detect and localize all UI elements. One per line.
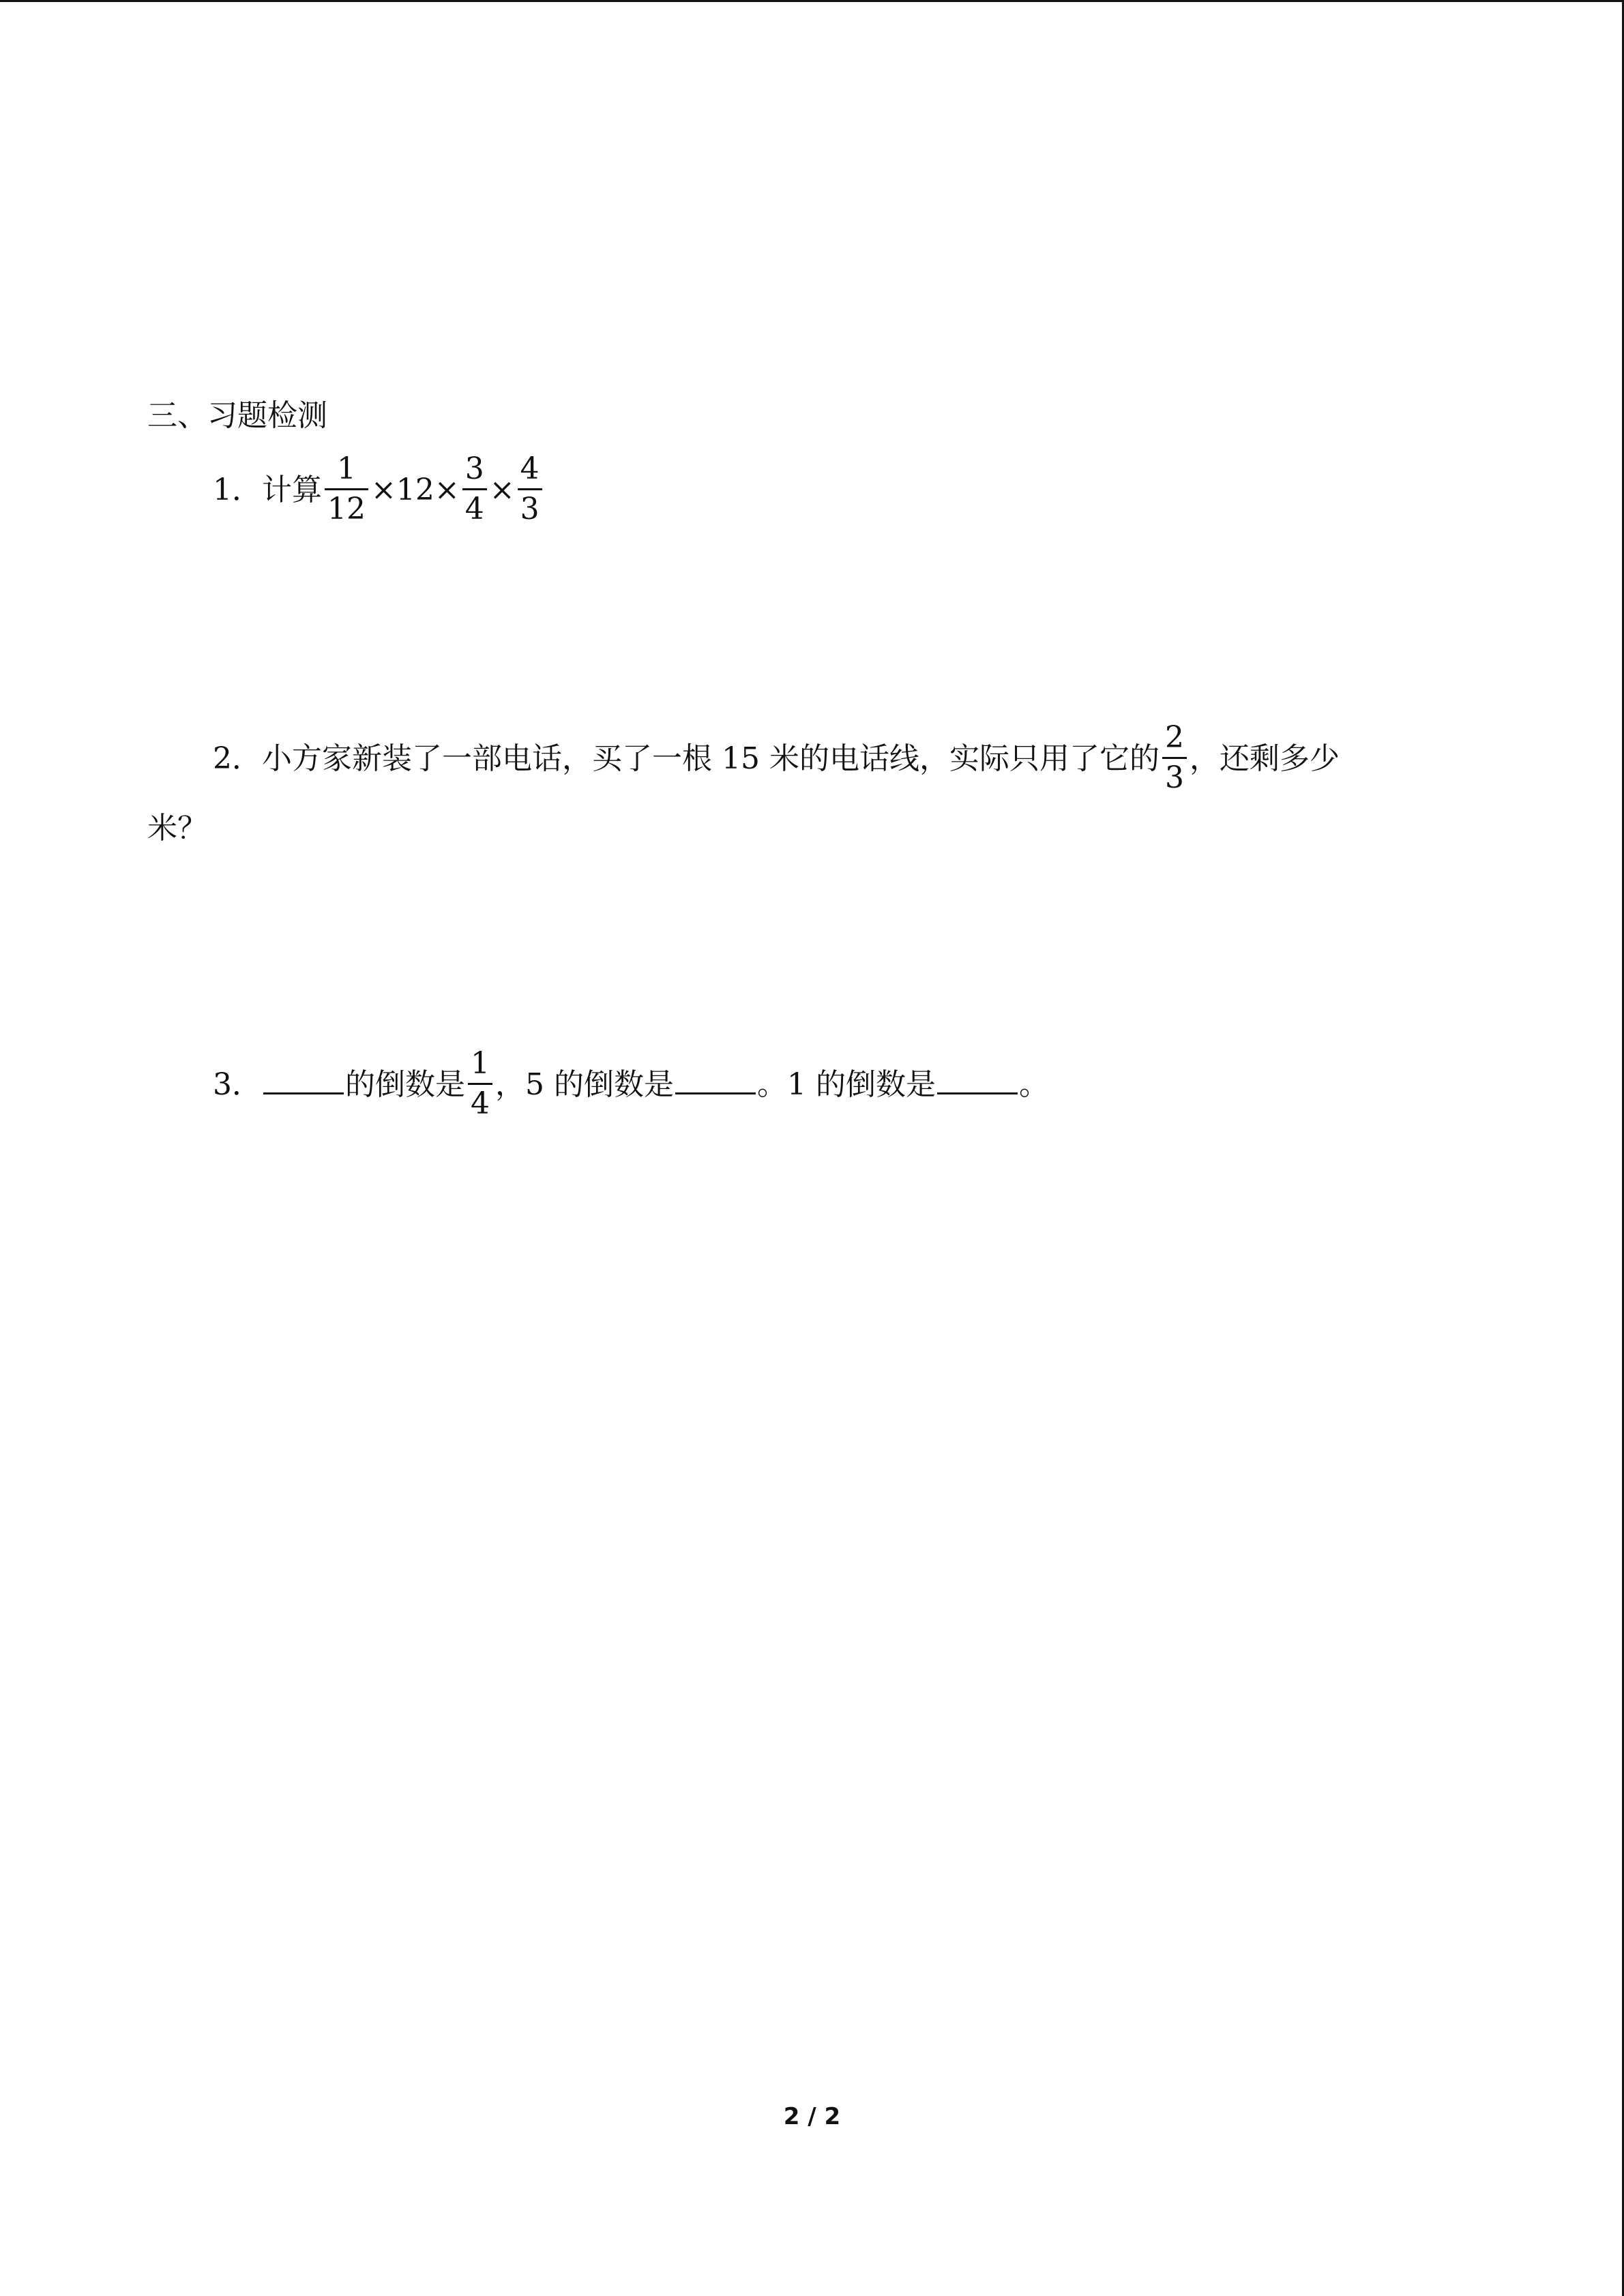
fraction-denominator: 4 [471, 1086, 490, 1121]
question-3-text-3: 。1 的倒数是 [756, 1067, 936, 1102]
fraction-4-3 [518, 451, 542, 526]
answer-blank-1[interactable] [263, 1062, 344, 1094]
question-3-number: 3． [213, 1067, 262, 1102]
fraction-1-4 [468, 1046, 492, 1121]
question-1-times: × [489, 473, 515, 507]
fraction-numerator: 1 [468, 1049, 492, 1085]
question-1-times-12: ×12× [371, 473, 460, 507]
fraction-numerator: 1 [325, 454, 368, 490]
question-2-text-end: 米？ [147, 811, 207, 846]
question-2-number: 2． [213, 741, 262, 776]
fraction-numerator: 4 [518, 454, 542, 490]
question-3-text-4: 。 [1018, 1067, 1049, 1102]
question-2-wrap [147, 808, 207, 849]
section-title-text: 三、习题检测 [147, 398, 327, 433]
question-3-text-2: ，5 的倒数是 [495, 1067, 674, 1102]
question-3-text: 的倒数是 [345, 1067, 465, 1102]
fraction-3-4 [462, 451, 487, 526]
answer-blank-2[interactable] [675, 1062, 756, 1094]
top-border [0, 0, 1624, 2]
fraction-denominator: 3 [1164, 760, 1184, 795]
question-2 [213, 720, 1340, 796]
fraction-denominator: 12 [327, 492, 366, 526]
fraction-1-12 [325, 451, 368, 526]
section-title [147, 396, 327, 436]
question-2-text: 小方家新装了一部电话，买了一根 15 米的电话线，实际只用了它的 [262, 741, 1160, 776]
question-3 [213, 1046, 1049, 1122]
fraction-denominator: 4 [464, 492, 484, 526]
fraction-numerator: 2 [1162, 723, 1187, 759]
fraction-2-3 [1162, 720, 1187, 795]
answer-blank-3[interactable] [937, 1062, 1018, 1094]
fraction-numerator: 3 [462, 454, 487, 490]
question-1 [213, 451, 545, 527]
question-1-number: 1． [213, 473, 262, 507]
page-number: 2 / 2 [783, 2103, 841, 2130]
question-1-lead: 计算 [262, 473, 322, 507]
question-2-text-continued: ，还剩多少 [1189, 741, 1340, 776]
fraction-denominator: 3 [520, 492, 540, 526]
